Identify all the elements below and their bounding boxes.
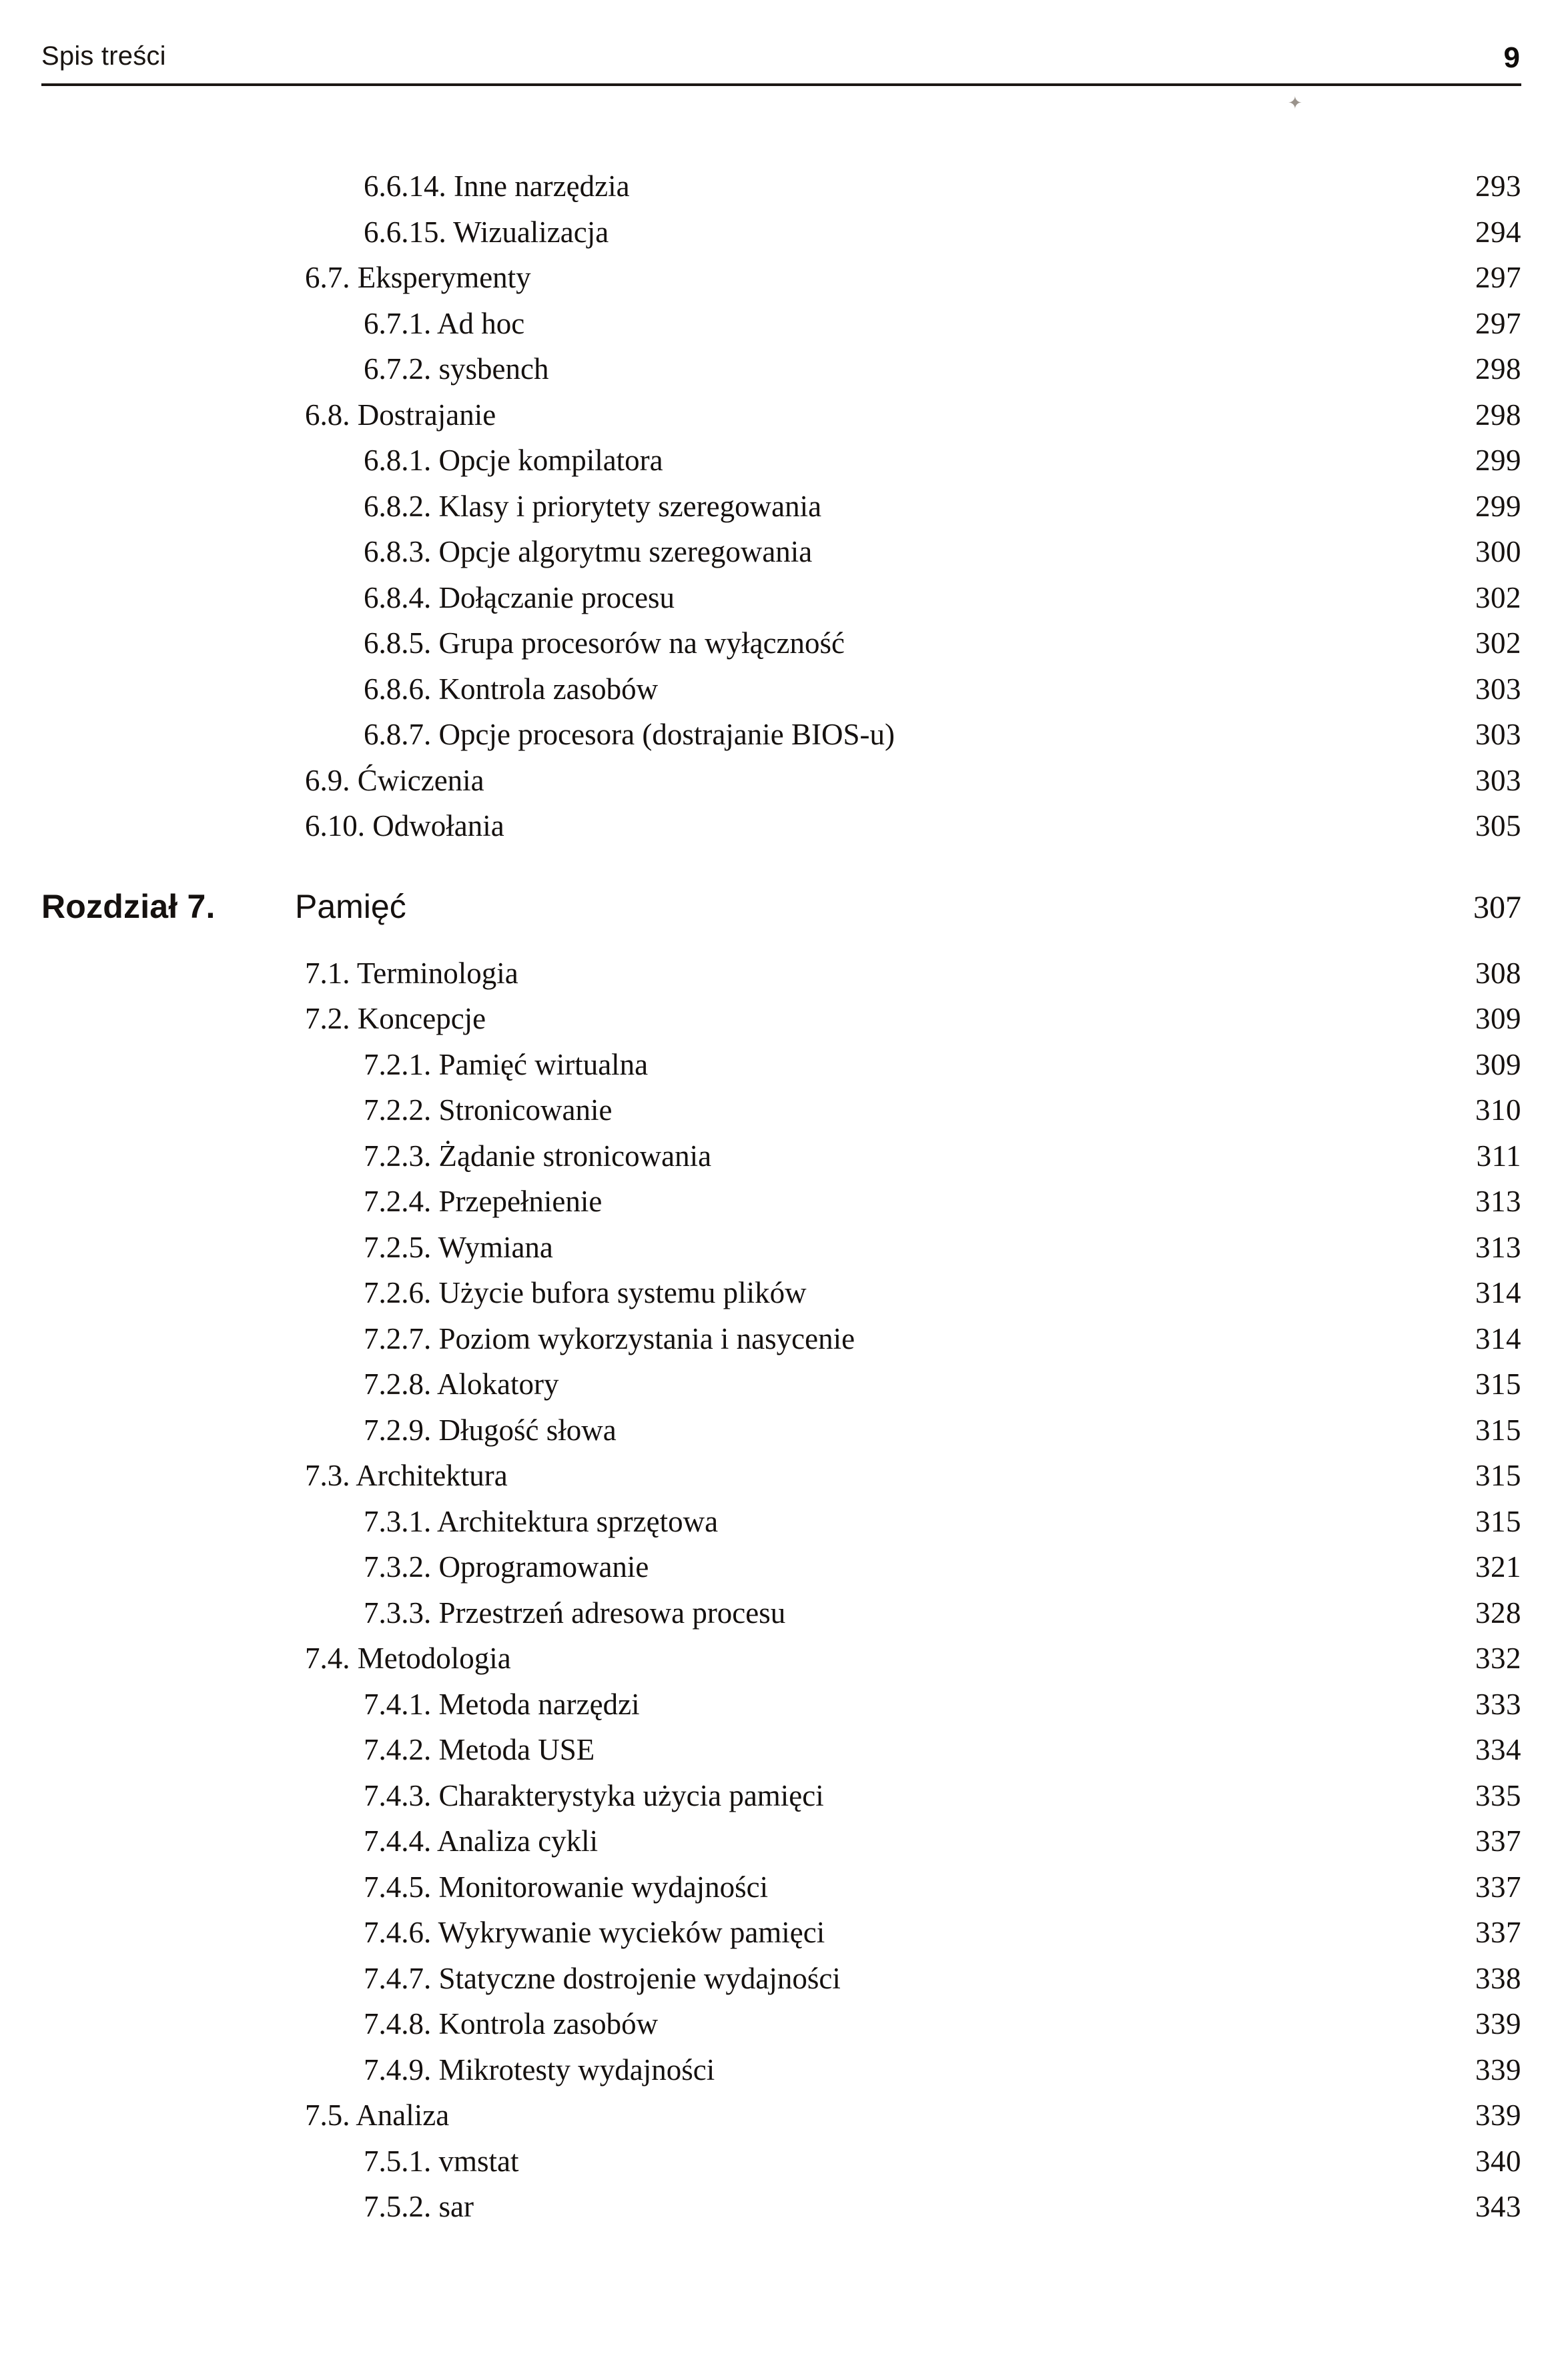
running-header: [41, 41, 1520, 88]
chapter-title: Pamięć: [295, 887, 406, 925]
toc-entry[interactable]: [41, 1727, 1521, 1773]
toc-entry-page-number: 337: [1475, 1916, 1521, 1949]
toc-entry-label: 7.2.6. Użycie bufora systemu plików: [364, 1276, 807, 1309]
toc-entry-page-number: 298: [1475, 352, 1521, 386]
toc-entry-label: 7.3.2. Oprogramowanie: [364, 1550, 649, 1584]
toc-entry-page-number: 314: [1475, 1321, 1521, 1355]
toc-entry[interactable]: [41, 1864, 1521, 1910]
toc-entry-page-number: 303: [1475, 672, 1521, 706]
toc-entry-label: 7.2.5. Wymiana: [364, 1230, 553, 1264]
toc-entry[interactable]: [41, 996, 1521, 1042]
toc-entry-label: 7.2.9. Długość słowa: [364, 1413, 617, 1447]
toc-entry[interactable]: [41, 1225, 1521, 1271]
toc-entry-page-number: 321: [1475, 1550, 1521, 1584]
header-page-number: 9: [1503, 41, 1520, 74]
toc-entry-label: 6.6.14. Inne narzędzia: [364, 169, 630, 203]
toc-entry-label: 7.2.2. Stronicowanie: [364, 1093, 613, 1127]
toc-entry[interactable]: [41, 438, 1521, 484]
toc-entry-label: 6.8.1. Opcje kompilatora: [364, 444, 663, 477]
toc-entry[interactable]: [41, 1773, 1521, 1819]
toc-entry-label: 7.2. Koncepcje: [305, 1002, 486, 1035]
toc-entry[interactable]: [41, 1361, 1521, 1407]
table-of-contents: [41, 163, 1521, 2230]
toc-entry-page-number: 302: [1475, 626, 1521, 660]
toc-entry-page-number: 313: [1475, 1185, 1521, 1218]
toc-entry-page-number: 297: [1475, 261, 1521, 294]
toc-entry-page-number: 303: [1475, 718, 1521, 751]
toc-entry-label: 7.4.1. Metoda narzędzi: [364, 1687, 640, 1721]
toc-entry[interactable]: [41, 1590, 1521, 1636]
toc-entry[interactable]: [41, 529, 1521, 575]
chapter-number: Rozdział 7.: [41, 887, 216, 925]
header-divider: [41, 83, 1521, 86]
toc-entry[interactable]: [41, 575, 1521, 621]
scan-speck-icon: ✦: [1288, 93, 1302, 113]
toc-entry-label: 6.7.2. sysbench: [364, 352, 549, 386]
toc-entry-label: 7.3.3. Przestrzeń adresowa procesu: [364, 1596, 786, 1630]
toc-entry[interactable]: [41, 163, 1521, 209]
toc-entry[interactable]: [41, 2047, 1521, 2093]
toc-entry[interactable]: [41, 1956, 1521, 2002]
toc-entry-page-number: 309: [1475, 1002, 1521, 1035]
toc-entry-page-number: 339: [1475, 2099, 1521, 2132]
toc-entry-label: 7.2.1. Pamięć wirtualna: [364, 1047, 649, 1081]
toc-entry-label: 6.8.2. Klasy i priorytety szeregowania: [364, 489, 822, 523]
toc-entry[interactable]: [41, 803, 1521, 849]
header-title: Spis treści: [41, 41, 166, 71]
toc-entry[interactable]: [41, 666, 1521, 712]
toc-entry[interactable]: [41, 1636, 1521, 1682]
toc-entry-label: 6.8.6. Kontrola zasobów: [364, 672, 659, 706]
toc-entry[interactable]: [41, 1682, 1521, 1728]
toc-entry[interactable]: [41, 1453, 1521, 1499]
toc-entry-label: 7.5.2. sar: [364, 2190, 474, 2223]
toc-entry[interactable]: [41, 392, 1521, 438]
toc-entry[interactable]: [41, 951, 1521, 997]
toc-entry-label: 7.4.6. Wykrywanie wycieków pamięci: [364, 1916, 825, 1949]
toc-entry-label: 6.7. Eksperymenty: [305, 261, 531, 294]
toc-chapter-entry[interactable]: [41, 884, 1521, 931]
toc-entry-label: 7.4.7. Statyczne dostrojenie wydajności: [364, 1961, 841, 1995]
toc-entry-label: 7.4.9. Mikrotesty wydajności: [364, 2052, 715, 2087]
toc-entry-page-number: 333: [1475, 1687, 1521, 1721]
toc-entry-page-number: 310: [1475, 1093, 1521, 1127]
toc-entry[interactable]: [41, 1179, 1521, 1225]
toc-entry-page-number: 337: [1475, 1824, 1521, 1858]
toc-entry[interactable]: [41, 1042, 1521, 1088]
toc-entry-page-number: 335: [1475, 1778, 1521, 1812]
toc-entry-page-number: 338: [1475, 1961, 1521, 1995]
toc-entry-label: 7.2.3. Żądanie stronicowania: [364, 1139, 712, 1173]
toc-entry[interactable]: [41, 620, 1521, 666]
toc-entry-label: 6.8.3. Opcje algorytmu szeregowania: [364, 535, 813, 568]
toc-entry-label: 7.4.3. Charakterystyka użycia pamięci: [364, 1778, 824, 1812]
toc-entry-page-number: 343: [1475, 2190, 1521, 2223]
toc-entry-page-number: 299: [1475, 489, 1521, 523]
toc-entry-page-number: 315: [1475, 1367, 1521, 1401]
toc-entry[interactable]: [41, 1818, 1521, 1864]
toc-entry[interactable]: [41, 2001, 1521, 2047]
toc-entry[interactable]: [41, 712, 1521, 758]
toc-entry-page-number: 293: [1475, 169, 1521, 203]
toc-entry-page-number: 315: [1475, 1413, 1521, 1447]
toc-entry-page-number: 337: [1475, 1870, 1521, 1904]
toc-entry-label: 7.4.2. Metoda USE: [364, 1733, 595, 1766]
toc-entry-label: 6.10. Odwołania: [305, 809, 504, 842]
toc-entry-label: 6.8. Dostrajanie: [305, 398, 496, 432]
toc-entry[interactable]: [41, 1133, 1521, 1179]
toc-entry-label: 7.5. Analiza: [305, 2099, 450, 2132]
toc-entry[interactable]: [41, 209, 1521, 255]
toc-entry-page-number: 340: [1475, 2144, 1521, 2178]
toc-entry-page-number: 294: [1475, 215, 1521, 249]
toc-entry-label: 7.4.5. Monitorowanie wydajności: [364, 1870, 769, 1904]
toc-entry-label: 7.4. Metodologia: [305, 1642, 511, 1675]
toc-section-chapter6: [41, 163, 1521, 849]
toc-entry[interactable]: [41, 1910, 1521, 1956]
toc-entry-page-number: 305: [1475, 809, 1521, 842]
toc-entry-page-number: 314: [1475, 1276, 1521, 1309]
toc-entry-page-number: 328: [1475, 1596, 1521, 1630]
toc-entry-label: 7.2.7. Poziom wykorzystania i nasycenie: [364, 1321, 855, 1355]
toc-entry-label: 7.3.1. Architektura sprzętowa: [364, 1504, 719, 1538]
toc-entry[interactable]: [41, 484, 1521, 530]
toc-entry-page-number: 315: [1475, 1459, 1521, 1492]
toc-entry-label: 7.2.8. Alokatory: [364, 1367, 559, 1401]
toc-entry[interactable]: [41, 2184, 1521, 2230]
toc-entry-page-number: 298: [1475, 398, 1521, 432]
toc-entry-label: 6.8.7. Opcje procesora (dostrajanie BIOS-u): [364, 718, 895, 751]
toc-entry[interactable]: [41, 1316, 1521, 1362]
toc-entry-label: 7.2.4. Przepełnienie: [364, 1185, 603, 1218]
toc-entry-label: 6.7.1. Ad hoc: [364, 306, 525, 340]
toc-entry[interactable]: [41, 758, 1521, 804]
toc-entry[interactable]: [41, 346, 1521, 392]
toc-entry-page-number: 300: [1475, 535, 1521, 568]
toc-entry[interactable]: [41, 255, 1521, 301]
toc-entry-label: 7.5.1. vmstat: [364, 2144, 519, 2178]
toc-entry-page-number: 339: [1475, 2007, 1521, 2040]
toc-entry[interactable]: [41, 1499, 1521, 1545]
toc-entry-page-number: 303: [1475, 763, 1521, 797]
toc-entry[interactable]: [41, 301, 1521, 347]
toc-entry-page-number: 315: [1475, 1504, 1521, 1538]
toc-entry-page-number: 313: [1475, 1230, 1521, 1264]
toc-entry[interactable]: [41, 1270, 1521, 1316]
toc-entry-page-number: 297: [1475, 306, 1521, 340]
toc-entry[interactable]: [41, 1407, 1521, 1453]
toc-entry-page-number: 339: [1475, 2052, 1521, 2087]
toc-entry-page-number: 302: [1475, 580, 1521, 614]
toc-entry[interactable]: [41, 1087, 1521, 1133]
toc-entry[interactable]: [41, 1544, 1521, 1590]
toc-entry-label: 7.4.8. Kontrola zasobów: [364, 2007, 659, 2040]
toc-entry-page-number: 332: [1475, 1642, 1521, 1675]
toc-entry[interactable]: [41, 2093, 1521, 2139]
toc-entry-label: 7.4.4. Analiza cykli: [364, 1824, 599, 1858]
toc-section-chapter7: [41, 951, 1521, 2230]
chapter-page-number: 307: [1473, 889, 1521, 925]
toc-entry-label: 7.3. Architektura: [305, 1459, 508, 1492]
toc-entry-label: 7.1. Terminologia: [305, 956, 518, 990]
toc-entry[interactable]: [41, 2139, 1521, 2185]
toc-entry-label: 6.9. Ćwiczenia: [305, 763, 484, 797]
toc-entry-page-number: 309: [1475, 1047, 1521, 1081]
toc-entry-label: 6.8.4. Dołączanie procesu: [364, 580, 675, 614]
toc-entry-page-number: 311: [1476, 1139, 1521, 1173]
toc-entry-page-number: 334: [1475, 1733, 1521, 1766]
toc-entry-page-number: 299: [1475, 444, 1521, 477]
toc-entry-label: 6.8.5. Grupa procesorów na wyłączność: [364, 626, 845, 660]
toc-entry-page-number: 308: [1475, 956, 1521, 990]
toc-entry-label: 6.6.15. Wizualizacja: [364, 215, 609, 249]
